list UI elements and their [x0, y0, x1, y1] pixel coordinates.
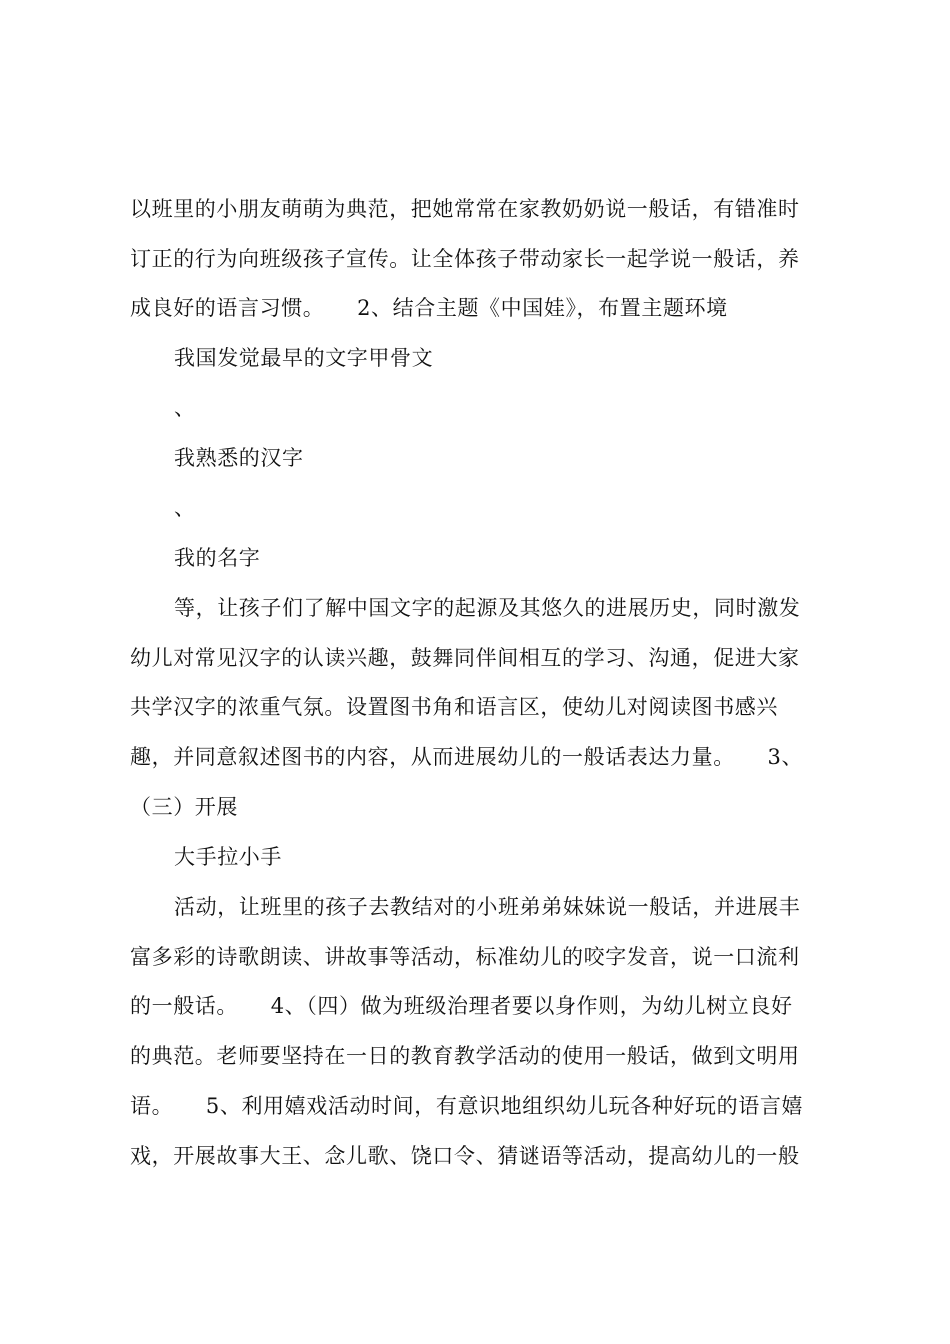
body-text-line: 我的名字	[174, 546, 261, 570]
body-text-line: 我国发觉最早的文字甲骨文	[174, 346, 434, 370]
body-text-line: 的一般话。 4、（四）做为班级治理者要以身作则，为幼儿树立良好	[130, 994, 793, 1018]
body-text-line: 幼儿对常见汉字的认读兴趣，鼓舞同伴间相互的学习、沟通，促进大家	[130, 646, 800, 670]
body-text-line: 成良好的语言习惯。 2、结合主题《中国娃》，布置主题环境	[130, 296, 728, 320]
body-text-line: 订正的行为向班级孩子宣传。让全体孩子带动家长一起学说一般话，养	[130, 247, 800, 271]
body-text-line: 等，让孩子们了解中国文字的起源及其悠久的进展历史，同时激发	[174, 596, 801, 620]
body-text-line: 大手拉小手	[174, 845, 282, 869]
body-text-line: 以班里的小朋友萌萌为典范，把她常常在家教奶奶说一般话，有错准时	[130, 197, 800, 221]
body-text-line: 富多彩的诗歌朗读、讲故事等活动，标准幼儿的咬字发音，说一口流利	[130, 945, 800, 969]
separator-mark: 、	[174, 496, 196, 520]
separator-mark: 、	[174, 396, 196, 420]
section-heading: （三）开展	[130, 795, 238, 819]
body-text-line: 戏，开展故事大王、念儿歌、饶口令、猜谜语等活动，提高幼儿的一般	[130, 1144, 800, 1168]
body-text-line: 我熟悉的汉字	[174, 446, 304, 470]
body-text-line: 的典范。老师要坚持在一日的教育教学活动的使用一般话，做到文明用	[130, 1044, 800, 1068]
body-text-line: 语。 5、利用嬉戏活动时间，有意识地组织幼儿玩各种好玩的语言嬉	[130, 1094, 804, 1118]
body-text-line: 活动，让班里的孩子去教结对的小班弟弟妹妹说一般话，并进展丰	[174, 895, 801, 919]
body-text-line: 趣，并同意叙述图书的内容，从而进展幼儿的一般话表达力量。 3、	[130, 745, 804, 769]
body-text-line: 共学汉字的浓重气氛。设置图书角和语言区，使幼儿对阅读图书感兴	[130, 695, 778, 719]
